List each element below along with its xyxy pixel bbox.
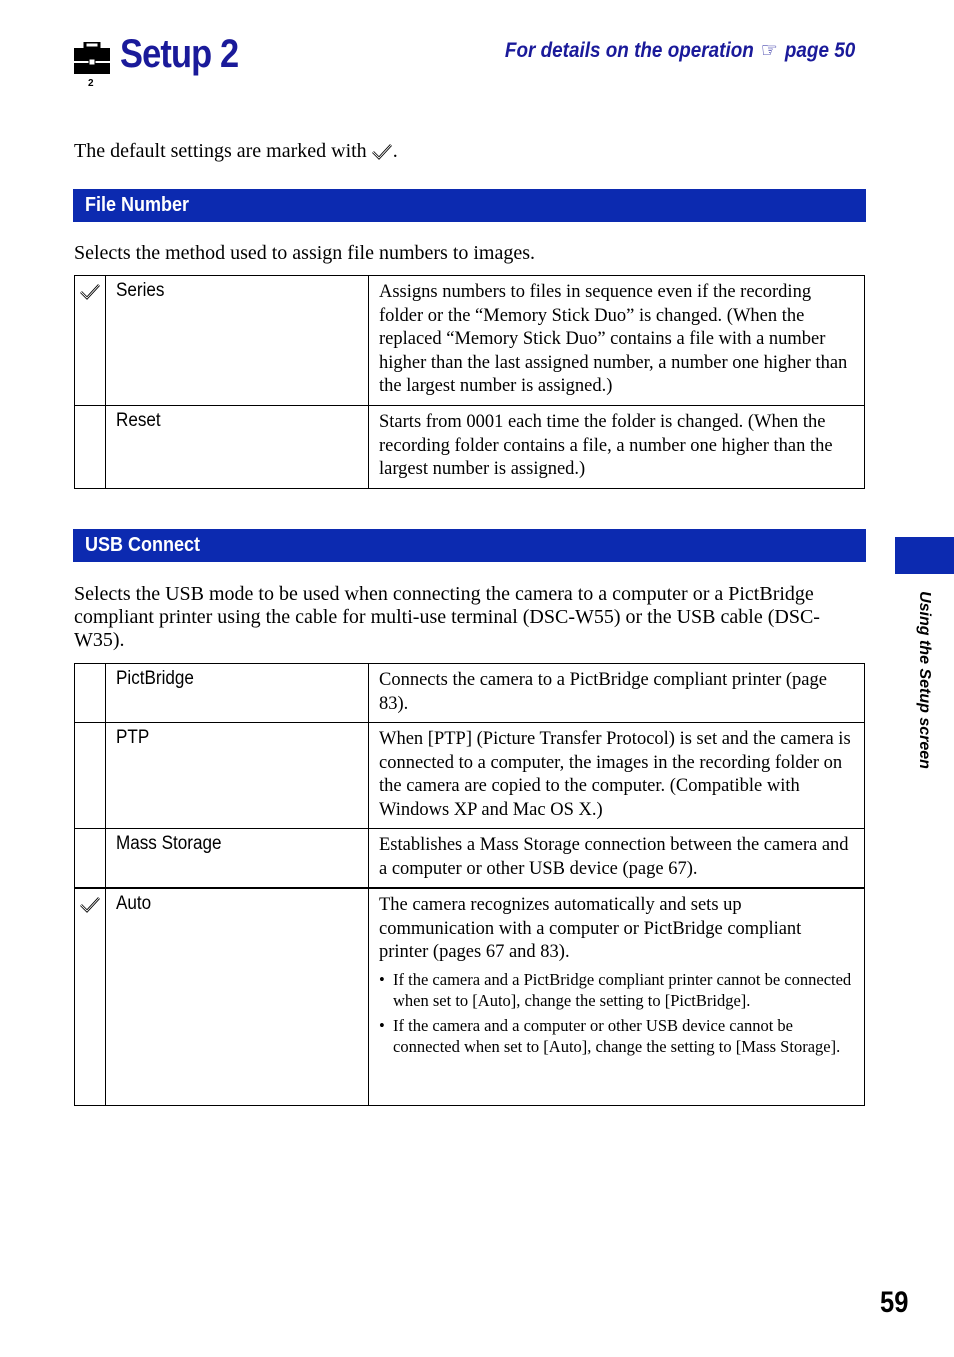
default-mark-cell (75, 829, 106, 889)
option-name: PictBridge (106, 664, 369, 723)
operation-reference-page[interactable]: page 50 (784, 39, 855, 62)
option-name: Series (106, 276, 369, 406)
option-description: When [PTP] (Picture Transfer Protocol) is set and the camera is connected to a computer, the images in the recording folder on the camera are copied to the computer. (Compatible with Windows XP and Mac OS X.) (369, 723, 865, 829)
page-number: 59 (879, 1286, 908, 1319)
default-mark-cell (75, 406, 106, 489)
table-row (75, 276, 865, 406)
default-mark-cell (75, 888, 106, 1105)
file-number-description: Selects the method used to assign file numbers to images. (74, 242, 536, 264)
table-row (75, 723, 865, 829)
note-bullet: • If the camera and a PictBridge compliant printer cannot be connected when set to [Auto], change the setting to [PictBridge]. (379, 969, 852, 1010)
option-description (369, 888, 865, 1105)
default-settings-note (74, 140, 398, 163)
usb-connect-description: Selects the USB mode to be used when connecting the camera to a computer or a PictBridge compliant printer using the cable for multi-use terminal (DSC-W55) or the USB cable (DSC-W35). (74, 583, 820, 651)
option-description: Assigns numbers to files in sequence even if the recording folder or the “Memory Stick Duo” is changed. (When the replaced “Memory Stick Duo” contains a file with a number higher than the last assigned number, a number one higher than the largest number is assigned.) (369, 276, 865, 406)
note-bullet: • If the camera and a computer or other USB device cannot be connected when set to [Auto], change the setting to [Mass Storage]. (379, 1015, 841, 1056)
operation-reference-prefix: For details on the operation (504, 39, 754, 62)
section-heading-usb-connect: USB Connect (73, 529, 866, 562)
operation-reference (505, 38, 855, 63)
table-row (75, 888, 865, 1105)
default-mark-cell (75, 723, 106, 829)
table-row (75, 664, 865, 723)
option-description: Connects the camera to a PictBridge compliant printer (page 83). (369, 664, 865, 723)
toolbox-icon (74, 42, 110, 86)
check-mark-icon (79, 283, 101, 301)
option-name: Auto (106, 888, 369, 1105)
option-name: PTP (106, 723, 369, 829)
default-mark-cell (75, 276, 106, 406)
chapter-tab (895, 537, 954, 574)
section-heading-file-number: File Number (73, 189, 866, 222)
chapter-label: Using the Setup screen (916, 591, 933, 769)
pointing-hand-icon: ☞ (760, 39, 778, 62)
option-name: Mass Storage (106, 829, 369, 889)
table-row (75, 406, 865, 489)
option-name: Reset (106, 406, 369, 489)
table-row (75, 829, 865, 889)
check-mark-icon (79, 896, 101, 914)
usb-connect-table (74, 663, 865, 1106)
default-settings-end: . (392, 140, 398, 162)
file-number-table (74, 275, 865, 489)
option-description: Establishes a Mass Storage connection between the camera and a computer or other USB device (page 67). (369, 829, 865, 889)
check-mark-icon (371, 143, 393, 161)
default-settings-text: The default settings are marked with (74, 140, 367, 162)
option-description-text: The camera recognizes automatically and sets up communication with a computer or PictBridge compliant printer (pages 67 and 83). (379, 895, 802, 962)
page-title: Setup 2 (120, 32, 239, 76)
default-mark-cell (75, 664, 106, 723)
option-description: Starts from 0001 each time the folder is changed. (When the recording folder contains a file, a number one higher than the largest number is assigned.) (369, 406, 865, 489)
setup-icon-number: 2 (88, 78, 94, 86)
